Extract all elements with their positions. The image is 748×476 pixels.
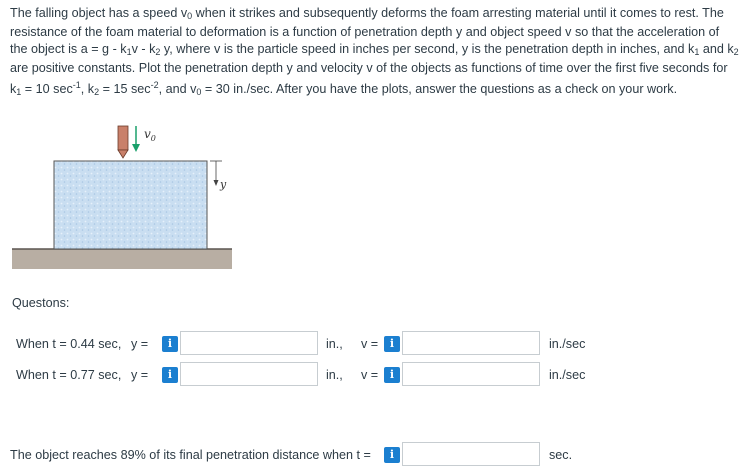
projectile <box>118 126 128 158</box>
question-row-2 <box>16 362 736 388</box>
final-question-row <box>10 442 740 468</box>
problem-statement: The falling object has a speed $v_0$ when it strikes and subsequently deforms the foam arresting material until it comes to rest. The resistance of the foam material to deformation is a function of penetration depth y and object speed v so that the acceleration of the object is $a = g - k_1v - k_2$ y, where v is the particle speed in inches per second, y is the penetration depth in inches, and $k_1$ and $k_2$ are positive constants. Plot the penetration depth y and velocity v of the objects as functions of time over the first five seconds for $k_1 = 10$ $\sec^{-1}$, $k_2 = 15$ $\sec^{-2}$, and $v_0 = 30$ in./sec. After you have the plots, answer the questions as a check on your work. <box>10 6 739 97</box>
row2-v-eq: v = <box>361 368 379 382</box>
foam-block <box>54 161 207 249</box>
row1-v-unit: in./sec <box>549 337 586 351</box>
row1-y-input[interactable] <box>180 331 318 355</box>
ground <box>12 249 232 269</box>
row2-y-input[interactable] <box>180 362 318 386</box>
info-icon[interactable]: i <box>384 447 400 463</box>
v0-label: $v_0$ <box>144 127 156 143</box>
foam-diagram <box>12 112 252 277</box>
row1-v-eq: v = <box>361 337 379 351</box>
velocity-arrow <box>132 126 140 152</box>
questions-heading: Questons: <box>12 296 70 310</box>
final-unit: sec. <box>549 448 573 462</box>
info-icon[interactable]: i <box>384 367 400 383</box>
final-time-input[interactable] <box>402 442 540 466</box>
foam-figure <box>12 112 252 277</box>
row2-y-unit: in., <box>326 368 343 382</box>
row2-v-input[interactable] <box>402 362 540 386</box>
row1-y-eq: y = <box>131 337 149 351</box>
y-label: y <box>220 178 227 191</box>
row1-time-label: When t = 0.44 sec, <box>16 337 122 351</box>
question-row-1 <box>16 331 736 357</box>
row1-y-unit: in., <box>326 337 343 351</box>
final-question-text: The object reaches 89% of its final penetration distance when t = <box>10 448 371 462</box>
info-icon[interactable]: i <box>384 336 400 352</box>
row2-v-unit: in./sec <box>549 368 586 382</box>
info-icon[interactable]: i <box>162 367 178 383</box>
row1-v-input[interactable] <box>402 331 540 355</box>
row2-time-label: When t = 0.77 sec, <box>16 368 122 382</box>
row2-y-eq: y = <box>131 368 149 382</box>
info-icon[interactable]: i <box>162 336 178 352</box>
